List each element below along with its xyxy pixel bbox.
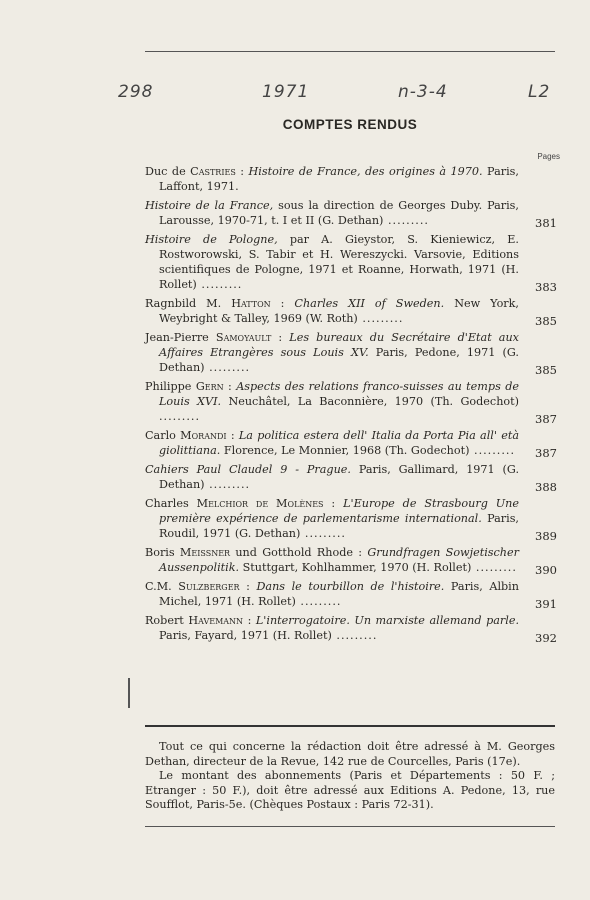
dot-leader: ......... bbox=[204, 361, 251, 374]
dot-leader: ......... bbox=[383, 214, 429, 227]
entry-work-title: L'Europe de Strasbourg Une première expérience de parlementarisme international. bbox=[159, 497, 519, 525]
entry-author-surname: Meissner bbox=[179, 546, 231, 559]
entry-author-surname: Samoyault bbox=[215, 331, 272, 344]
entry-separator: : bbox=[223, 380, 237, 393]
entry-author: Jean-Pierre bbox=[145, 331, 216, 344]
entry-page-number: 391 bbox=[535, 597, 557, 611]
entry-page-number: 387 bbox=[535, 412, 557, 426]
entry-author: Charles bbox=[145, 497, 197, 510]
entry-work-title: Les bureaux du Secrétaire d'Etat aux Affaires Etrangères sous Louis XV. bbox=[159, 331, 519, 359]
entry-separator: : bbox=[243, 614, 256, 627]
entry-author: Robert bbox=[145, 614, 189, 627]
entry-page-number: 385 bbox=[535, 314, 557, 328]
entry-publication: sous la direction de Georges Duby. Paris, Larousse, 1970-71, t. I et II (G. Dethan) bbox=[159, 199, 519, 227]
entry-publication: par A. Gieystor, S. Kieniewicz, E. Rostworowski, S. Tabir et H. Wereszycki. Varsovie, Editions scientifiques de Pologne, 1971 et Roanne, Horwath, 1971 (H. Rollet) bbox=[159, 233, 519, 291]
bottom-rule bbox=[145, 826, 555, 827]
dot-leader: ......... bbox=[295, 595, 342, 608]
review-entry bbox=[145, 330, 557, 375]
entry-publication: Paris, Laffont, 1971. bbox=[159, 165, 519, 193]
entry-publication: Paris, Roudil, 1971 (G. Dethan) bbox=[159, 512, 519, 540]
entry-work-title: Histoire de la France, bbox=[145, 199, 274, 212]
footer-editorial: Tout ce qui concerne la rédaction doit être adressé à M. Georges Dethan, directeur de la Revue, 142 rue de Courcelles, Paris (17e). bbox=[145, 740, 555, 768]
entry-work-title: Charles XII of Sweden. bbox=[294, 297, 445, 310]
entry-author: Carlo bbox=[145, 429, 181, 442]
entry-work-title: L'interrogatoire. Un marxiste allemand parle. bbox=[255, 614, 519, 627]
entry-author-surname: Havemann bbox=[188, 614, 244, 627]
entry-publication: Paris, Fayard, 1971 (H. Rollet) bbox=[159, 629, 332, 642]
review-entry bbox=[145, 428, 557, 458]
entry-publication: Stuttgart, Kohlhammer, 1970 (H. Rollet) bbox=[239, 561, 472, 574]
entry-publication: Florence, Le Monnier, 1968 (Th. Godechot) bbox=[220, 444, 470, 457]
entry-separator: : bbox=[226, 429, 239, 442]
entry-author: C.M. bbox=[145, 580, 179, 593]
entry-page-number: 387 bbox=[535, 446, 557, 460]
dot-leader: ......... bbox=[196, 278, 243, 291]
page-title: COMPTES RENDUS bbox=[282, 117, 418, 132]
entry-separator: : bbox=[239, 580, 257, 593]
entry-publication: New York, Weybright & Talley, 1969 (W. Roth) bbox=[159, 297, 519, 325]
entry-page-number: 383 bbox=[535, 280, 557, 294]
entry-work-title: Histoire de Pologne, bbox=[145, 233, 278, 246]
review-entry bbox=[145, 496, 557, 541]
entry-separator: : bbox=[271, 331, 290, 344]
entry-page-number: 390 bbox=[535, 563, 557, 577]
entry-separator: und Gotthold Rhode : bbox=[230, 546, 368, 559]
dot-leader: ......... bbox=[300, 527, 346, 540]
pages-column-label: Pages bbox=[537, 152, 560, 161]
entry-page-number: 381 bbox=[535, 216, 557, 230]
entry-author: Philippe bbox=[145, 380, 196, 393]
entry-author-surname: Castries bbox=[190, 165, 236, 178]
entry-publication: Paris, Gallimard, 1971 (G. Dethan) bbox=[159, 463, 519, 491]
entry-work-title: Histoire de France, des origines à 1970. bbox=[248, 165, 483, 178]
dot-leader: ......... bbox=[471, 561, 517, 574]
review-entry bbox=[145, 613, 557, 643]
entry-work-title: Cahiers Paul Claudel 9 - Prague. bbox=[145, 463, 351, 476]
footer-subscription: Le montant des abonnements (Paris et Départements : 50 F. ; Etranger : 50 F.), doit être adressé aux Editions A. Pedone, 13, rue Soufflot, Paris-5e. (Chèques Postaux : Paris 72-31). bbox=[145, 769, 555, 811]
review-list bbox=[145, 164, 557, 647]
entry-publication: Neuchâtel, La Baconnière, 1970 (Th. Godechot) bbox=[221, 395, 519, 408]
top-rule bbox=[145, 51, 555, 52]
entry-publication: Paris, Pedone, 1971 (G. Dethan) bbox=[159, 346, 519, 374]
entry-page-number: 385 bbox=[535, 363, 557, 377]
dot-leader: ......... bbox=[331, 629, 378, 642]
entry-separator: : bbox=[235, 165, 249, 178]
entry-author-surname: Sulzberger bbox=[178, 580, 240, 593]
review-entry bbox=[145, 164, 557, 194]
margin-mark bbox=[128, 678, 130, 708]
entry-work-title: Grundfragen Sowjetischer Aussenpolitik. bbox=[159, 546, 519, 574]
footer-notice bbox=[145, 740, 555, 813]
entry-publication: Paris, Albin Michel, 1971 (H. Rollet) bbox=[159, 580, 519, 608]
review-entry bbox=[145, 232, 557, 292]
entry-author-surname: Melchior de Molènes bbox=[196, 497, 324, 510]
handwritten-note-2: 1971 bbox=[262, 82, 310, 102]
entry-author: Ragnbild M. bbox=[145, 297, 232, 310]
entry-page-number: 392 bbox=[535, 631, 557, 645]
entry-author: Boris bbox=[145, 546, 180, 559]
review-entry bbox=[145, 579, 557, 609]
handwritten-note-4: L2 bbox=[528, 82, 551, 102]
dot-leader: ......... bbox=[159, 410, 201, 423]
entry-separator: : bbox=[323, 497, 344, 510]
dot-leader: ......... bbox=[357, 312, 404, 325]
entry-work-title: La politica estera dell' Italia da Porta Pia all' età giolittiana. bbox=[159, 429, 519, 457]
entry-author-surname: Morandi bbox=[180, 429, 227, 442]
footer-rule bbox=[145, 725, 555, 727]
entry-separator: : bbox=[270, 297, 295, 310]
entry-page-number: 388 bbox=[535, 480, 557, 494]
entry-work-title: Dans le tourbillon de l'histoire. bbox=[256, 580, 445, 593]
review-entry bbox=[145, 545, 557, 575]
entry-work-title: Aspects des relations franco-suisses au temps de Louis XVI. bbox=[159, 380, 519, 408]
entry-author-surname: Gern bbox=[195, 380, 224, 393]
handwritten-note-1: 298 bbox=[118, 82, 154, 102]
entry-page-number: 389 bbox=[535, 529, 557, 543]
entry-author-surname: Hatton bbox=[231, 297, 271, 310]
handwritten-note-3: n-3-4 bbox=[398, 82, 448, 102]
review-entry bbox=[145, 198, 557, 228]
dot-leader: ......... bbox=[469, 444, 516, 457]
review-entry bbox=[145, 462, 557, 492]
dot-leader: ......... bbox=[204, 478, 251, 491]
review-entry bbox=[145, 379, 557, 424]
entry-author: Duc de bbox=[145, 165, 191, 178]
review-entry bbox=[145, 296, 557, 326]
